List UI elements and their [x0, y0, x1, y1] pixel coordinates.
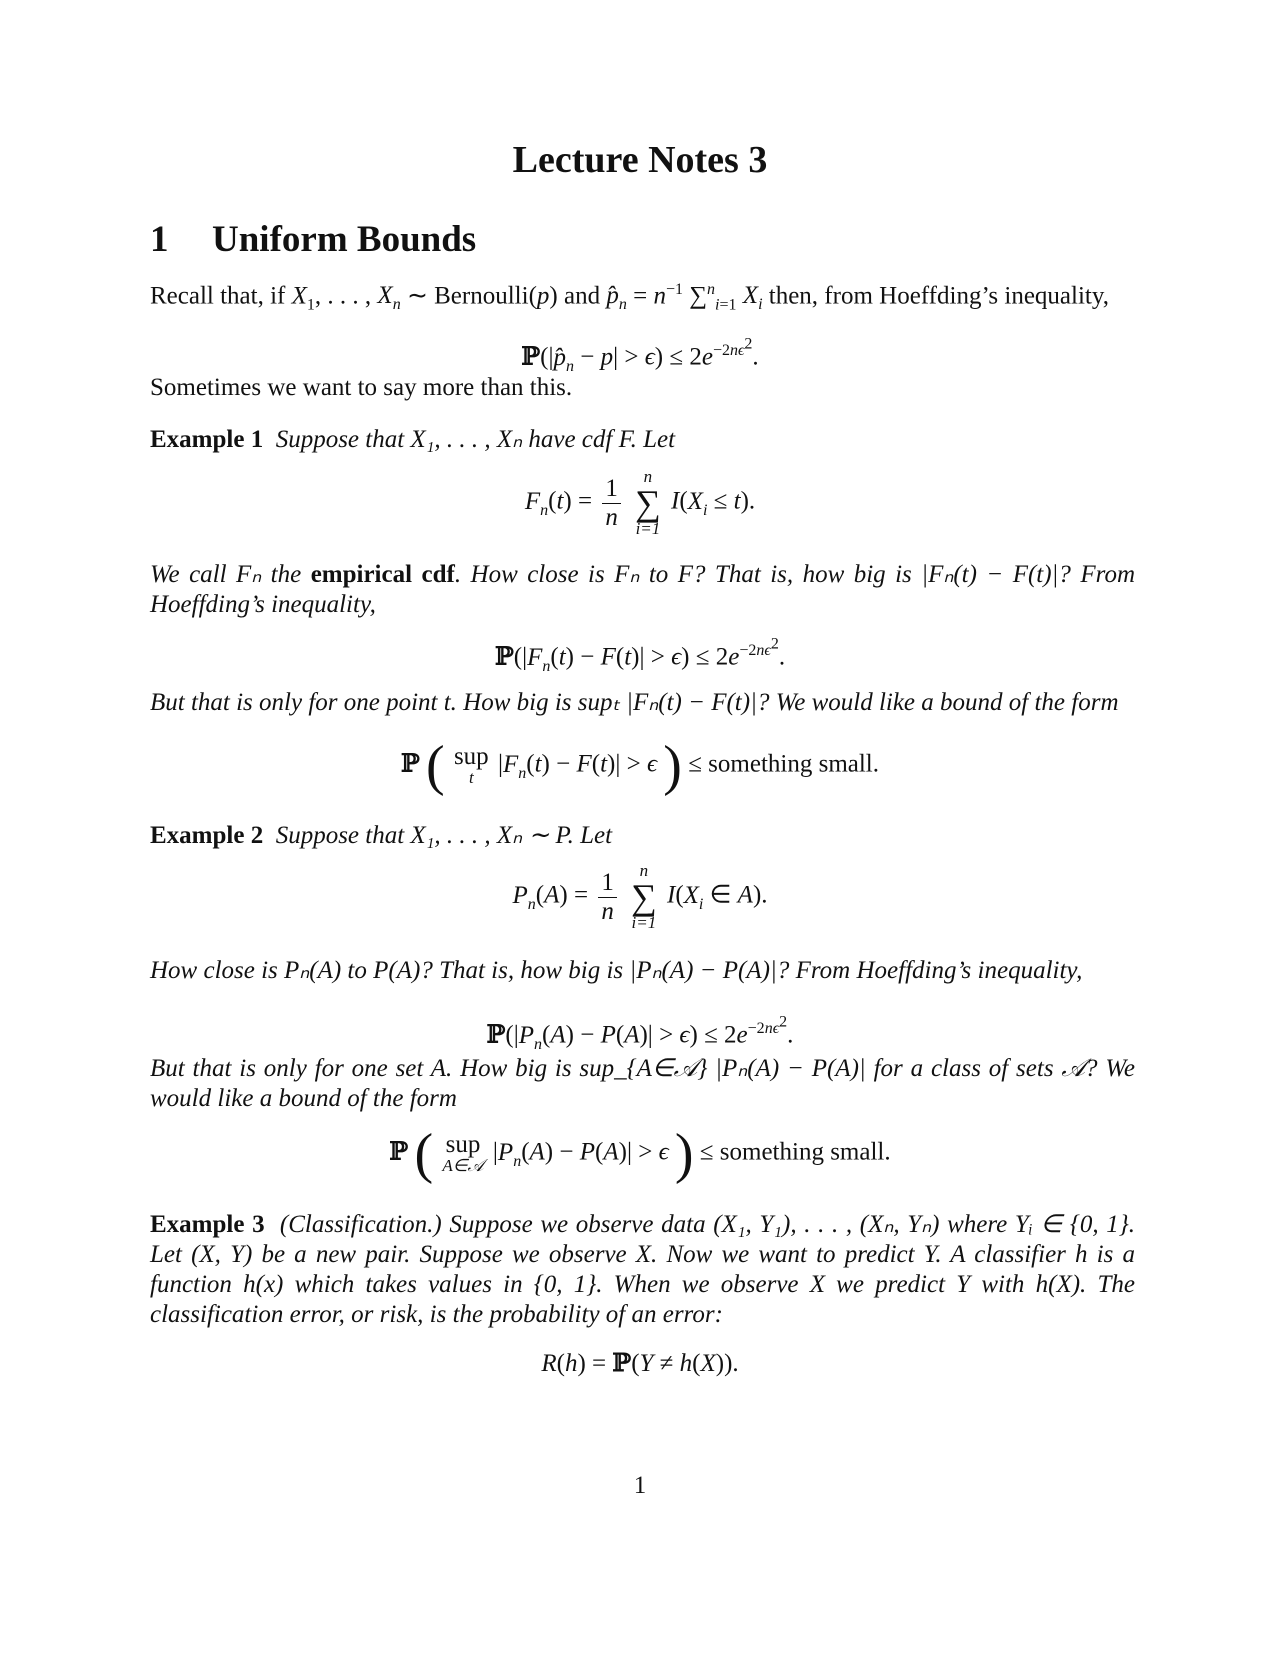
- hoeffding-set-equation: $ℙ(|P_n(A) - P(A)| > \epsilon) \le 2e^{-2n\epsilon^2}$.: [486, 1014, 794, 1053]
- document-title: Lecture Notes 3: [512, 139, 768, 181]
- example-2-text: Suppose that X₁, . . . , Xₙ ∼ P. Let: [275, 822, 613, 849]
- example-3-label: Example 3: [150, 1211, 265, 1238]
- example-2-label: Example 2: [150, 822, 264, 849]
- sup-set-bound-equation: ℙ ( sup A∈𝒜 $|P_n(A) - P(A)| > \epsilon$ ) ≤ something small.: [389, 1123, 891, 1185]
- section-heading: [150, 218, 476, 261]
- empirical-cdf-equation: $F_n(t)$ = $\frac{1}{n}$ n ∑ i=1 $I(X_i \le t)$.: [524, 467, 756, 538]
- paragraph-one-point: But that is only for one point t. How big is supₜ |Fₙ(t) − F(t)|? We would like a bound of the form: [150, 689, 1119, 716]
- hoeffding-bernoulli-equation: $ℙ(|p̂_n - p| > \epsilon) \le 2e^{-2n\epsilon^2}$.: [521, 336, 759, 375]
- paragraph-one-set: But that is only for one set A. How big is sup_{A∈𝒜} |Pₙ(A) − P(A)| for a class of sets 𝒜? We would like a bound of the form: [150, 1055, 1135, 1112]
- example-3: [150, 1210, 1135, 1330]
- page-number: 1: [633, 1472, 647, 1499]
- example-1-label: Example 1: [150, 426, 264, 453]
- paragraph-recall: Recall that, if $X_1$, . . . , $X_n$ ∼ Bernoulli(p) and $p̂_n = n^{-1}$ ∑$^n_{i=1}$ $X_i$ then, from Hoeffding’s inequality,: [150, 281, 1109, 314]
- hoeffding-cdf-equation: $ℙ(|F_n(t) - F(t)| > \epsilon) \le 2e^{-2n\epsilon^2}$.: [494, 636, 786, 675]
- example-2: [150, 821, 1135, 851]
- example-1: [150, 425, 1135, 455]
- risk-equation: R(h) = ℙ(Y ≠ h(X)).: [541, 1348, 739, 1377]
- section-title: Uniform Bounds: [212, 219, 477, 260]
- example-3-text: (Classification.) Suppose we observe data (X₁, Y₁), . . . , (Xₙ, Yₙ) where Yᵢ ∈ {0, 1}. Let (X, Y) be a new pair. Suppose we observe X. Now we want to predict Y. A classifier h is a function h(x) which takes values in {0, 1}. When we observe X we predict Y with h(X). The classification error, or risk, is the probability of an error:: [150, 1211, 1135, 1328]
- empirical-measure-equation: $P_n(A)$ = $\frac{1}{n}$ n ∑ i=1 $I(X_i$ ∈ A).: [512, 861, 768, 932]
- paragraph-empirical-cdf: We call Fₙ the empirical cdf. How close is Fₙ to F? That is, how big is |Fₙ(t) − F(t)|? From Hoeffding’s inequality,: [150, 561, 1136, 618]
- section-number: 1: [150, 219, 169, 260]
- sup-cdf-bound-equation: ℙ ( sup t $|F_n(t) - F(t)| > \epsilon$ ) ≤ something small.: [400, 735, 879, 797]
- example-1-text: Suppose that X₁, . . . , Xₙ have cdf F. Let: [275, 426, 676, 453]
- empirical-cdf-term: empirical cdf: [310, 561, 455, 588]
- paragraph-how-close: How close is Pₙ(A) to P(A)? That is, how big is |Pₙ(A) − P(A)|? From Hoeffding’s inequality,: [150, 957, 1083, 984]
- paragraph-more: Sometimes we want to say more than this.: [150, 374, 573, 401]
